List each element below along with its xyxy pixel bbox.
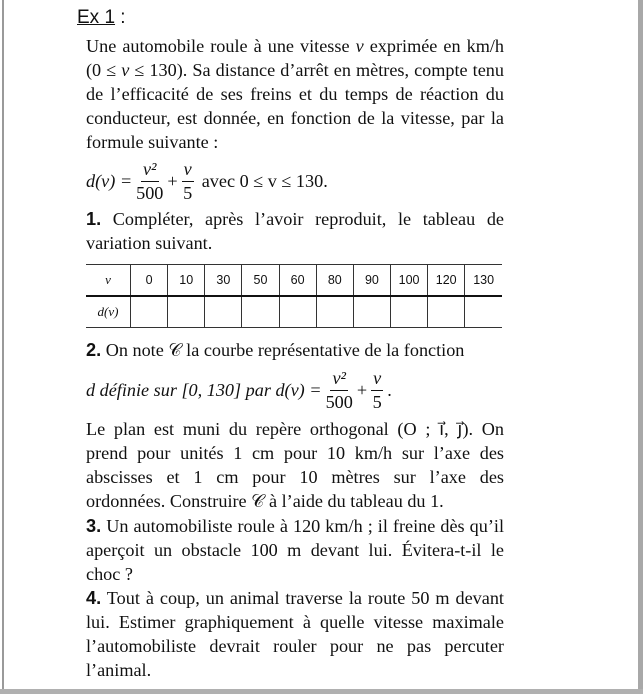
table-cell-d-8: [428, 296, 465, 328]
intro-text-a: Une automobile roule à une vitesse: [86, 36, 356, 56]
table-cell-v-7: 100: [390, 265, 427, 297]
window-frame-left: [2, 0, 4, 694]
window-frame-right: [638, 0, 643, 694]
question-4-number: 4.: [86, 588, 102, 608]
question-2-formula-line: [86, 370, 392, 410]
question-2-fraction-2: [371, 369, 383, 410]
question-2-text-b: Le plan est muni du repère orthogonal (O ; i⃗, j⃗). On prend pour unités 1 cm pour 10 km/h sur l’axe des abscisses et 1 cm pour 10 mètres sur l’axe des ordonnées. Construire 𝒞 à l’aide du tableau du 1.: [86, 419, 504, 511]
table-cell-v-8: 120: [428, 265, 465, 297]
intro-paragraph: [86, 34, 504, 154]
question-1: [86, 207, 504, 255]
table-cell-v-6: 90: [353, 265, 390, 297]
table-cell-v-2: 30: [205, 265, 242, 297]
table-row-v: [86, 265, 502, 297]
question-2-num-1: v²: [330, 369, 348, 390]
distance-formula: [86, 160, 328, 202]
table-cell-d-4: [279, 296, 316, 328]
table-cell-d-9: [465, 296, 502, 328]
question-1-text: Compléter, après l’avoir reproduit, le tableau de variation suivant.: [86, 209, 504, 253]
question-2-den-1: 500: [325, 391, 353, 412]
exercise-title: [77, 7, 126, 29]
question-2-period: .: [387, 379, 392, 400]
question-3-text: Un automobiliste roule à 120 km/h ; il freine dès qu’il aperçoit un obstacle 100 m devant lui. Évitera-t-il le choc ?: [86, 516, 504, 584]
question-2-text-a: On note 𝒞 la courbe représentative de la fonction: [101, 340, 465, 360]
formula-den-1: 500: [136, 182, 164, 203]
question-2-heading: [86, 338, 504, 362]
question-2-den-2: 5: [372, 391, 382, 412]
table-row-d: [86, 296, 502, 328]
question-4: [86, 586, 504, 682]
table-cell-d-6: [353, 296, 390, 328]
table-head-v: v: [86, 265, 131, 297]
table-cell-d-1: [168, 296, 205, 328]
formula-lhs: d(v) =: [86, 170, 133, 191]
formula-fraction-1: [136, 160, 163, 201]
table-cell-d-2: [205, 296, 242, 328]
question-2-fraction-1: [326, 369, 353, 410]
question-1-number: 1.: [86, 209, 102, 229]
question-4-text: Tout à coup, un animal traverse la route 50 m devant lui. Estimer graphiquement à quelle vitesse maximale l’automobiliste devrait rouler pour ne pas percuter l’animal.: [86, 588, 504, 680]
table-cell-v-1: 10: [168, 265, 205, 297]
formula-fraction-2: [182, 160, 194, 201]
window-frame-bottom: [0, 689, 643, 694]
table-cell-v-3: 50: [242, 265, 279, 297]
formula-num-2: v: [182, 160, 194, 181]
table-cell-v-4: 60: [279, 265, 316, 297]
table-cell-v-0: 0: [131, 265, 168, 297]
table-cell-d-3: [242, 296, 279, 328]
exercise-title-suffix: :: [115, 7, 126, 28]
question-3-number: 3.: [86, 516, 102, 536]
formula-tail: avec 0 ≤ v ≤ 130.: [201, 170, 328, 191]
intro-var-v: v: [355, 36, 364, 56]
question-3: [86, 514, 504, 586]
intro-text-c: ≤ 130). Sa distance d’arrêt en mètres, compte tenu de l’efficacité de ses freins et du temps de réaction du conducteur, est donnée, en fonction de la vitesse, par la formule suivante :: [86, 60, 504, 152]
question-2-line-text: d définie sur [0, 130] par d(v) =: [86, 379, 322, 400]
question-2-body: [86, 417, 504, 513]
question-2-num-2: v: [371, 369, 383, 390]
table-cell-d-5: [316, 296, 353, 328]
formula-den-2: 5: [183, 182, 193, 203]
exercise-title-label: Ex 1: [77, 7, 116, 28]
question-2-plus: +: [356, 379, 368, 400]
intro-var-v2: v: [121, 60, 130, 80]
question-2-number: 2.: [86, 340, 102, 360]
intro-text-b: exprimée en km/h (0 ≤: [86, 36, 504, 80]
table-head-d: d(v): [86, 296, 131, 328]
table-cell-v-9: 130: [465, 265, 502, 297]
table-cell-d-7: [390, 296, 427, 328]
variation-table: [86, 264, 502, 328]
formula-plus: +: [167, 170, 178, 191]
formula-num-1: v²: [141, 160, 159, 181]
table-cell-v-5: 80: [316, 265, 353, 297]
table-cell-d-0: [131, 296, 168, 328]
